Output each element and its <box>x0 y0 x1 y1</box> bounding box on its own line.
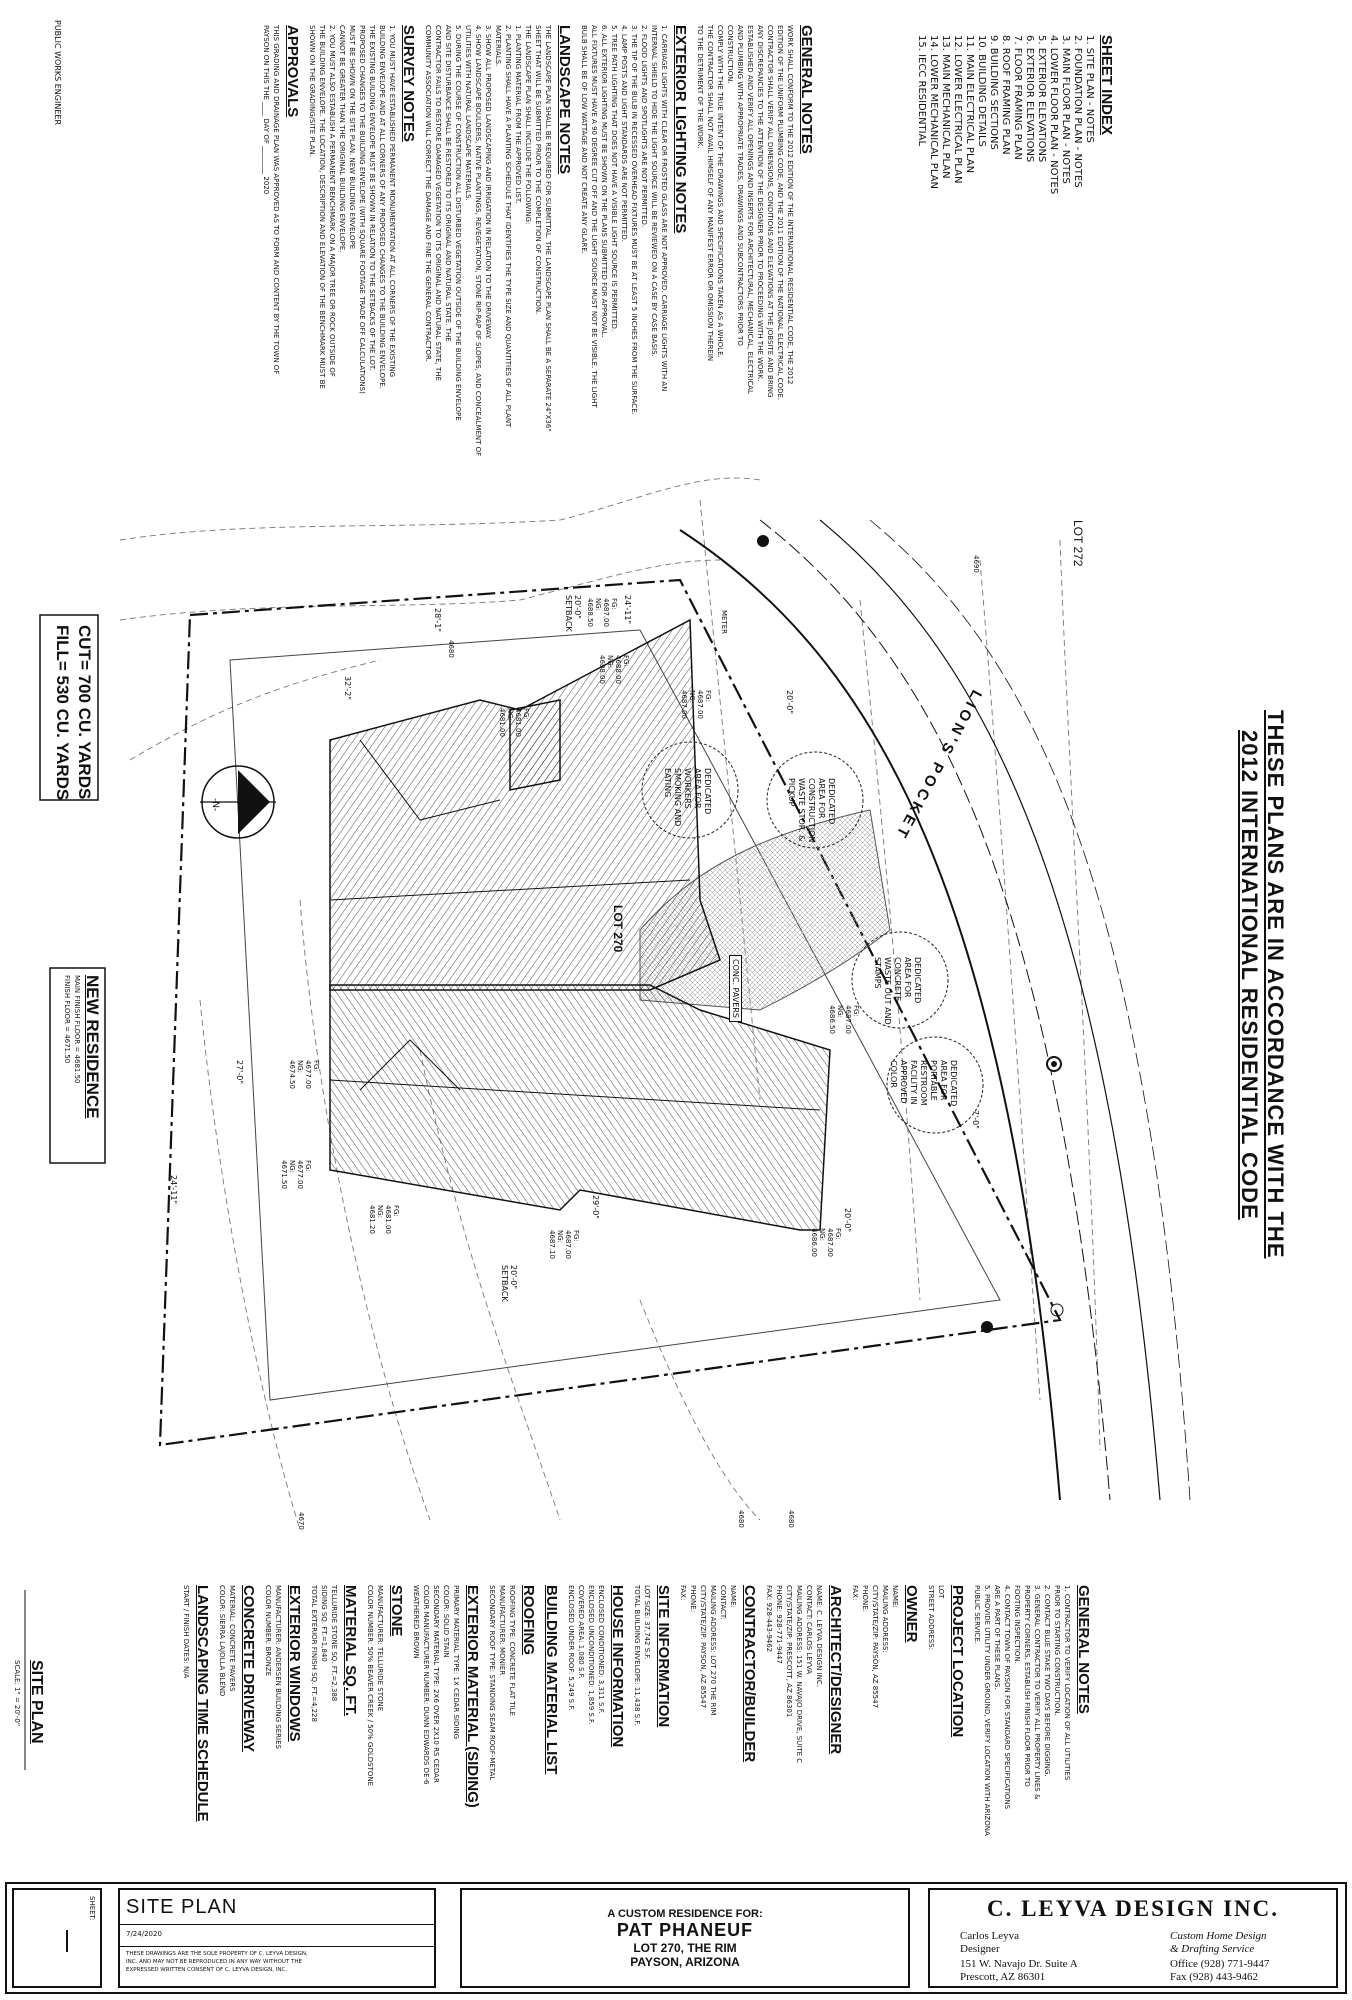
dim-5-text: 20'-0" <box>785 690 794 715</box>
note-line: NAME: <box>891 1585 899 1608</box>
sheet-index-item: 10. BUILDING DETAILS <box>976 35 987 147</box>
sheet-title-block <box>118 1888 436 1988</box>
note-line: ENCLOSED UNCONDITIONED: 1,859 S.F. <box>587 1585 595 1725</box>
general-notes-right-title: GENERAL NOTES <box>1075 1585 1092 1714</box>
note-line: BULB SHALL BE OF LOW WATTAGE AND NOT CREATE ANY GLARE. <box>580 25 588 254</box>
note-line: 4. LAMP POSTS AND LIGHT STANDARDS ARE NOT PERMITTED. <box>620 25 628 242</box>
owner-title: OWNER <box>903 1585 920 1643</box>
note-line: BUILDING ENVELOPE AND AT ALL CORNERS OF ANY PROPOSED CHANGES TO THE BUILDING ENVELOPE. <box>378 25 386 389</box>
note-line: ARE A PART OF THESE PLANS. <box>993 1585 1001 1690</box>
callout-workers <box>662 768 712 838</box>
dim-11 <box>971 1110 980 1129</box>
note-line: MANUFACTURER: ANDERSEN BUILDING SERIES <box>274 1585 282 1749</box>
firm-address-2: Prescott, AZ 86301 <box>960 1971 1046 1983</box>
grade-7-text: FG: 4681.00 NG: 4681.20 <box>368 1205 400 1234</box>
house-information-title: HOUSE INFORMATION <box>609 1585 626 1748</box>
note-line: THE BUILDING ENVELOPE. THE LOCATION, DESCRIPTION AND ELEVATION OF THE BENCHMARK MUST BE <box>318 25 326 389</box>
contour-label-3 <box>297 1512 305 1530</box>
landscaping-schedule-title: LANDSCAPING TIME SCHEDULE <box>194 1585 211 1822</box>
note-line: THE LANDSCAPE PLAN SHALL BE REQUIRED FOR SUBMITTAL. THE LANDSCAPE PLAN SHALL BE A SEPARATE 24"X36" <box>544 25 552 432</box>
sheet-index-item: 1. SITE PLAN - NOTES <box>1084 35 1095 143</box>
note-line: COVERED AREA: 1,080 S.F. <box>577 1585 585 1679</box>
note-line: CITY/STATE/ZIP: PRESCOTT, AZ 86301 <box>785 1585 793 1718</box>
dim-2 <box>623 595 632 624</box>
note-line: 5. PROVIDE UTILITY UNDER GROUND, VERIFY LOCATION WITH ARIZONA <box>983 1585 991 1836</box>
pavers-text: CONC. PAVERS <box>731 959 740 1018</box>
note-line: MATERIAL: CONCRETE PAVERS <box>228 1585 236 1692</box>
note-line: LOT <box>937 1585 945 1599</box>
note-line: CITY/STATE/ZIP: PAYSON, AZ 85547 <box>699 1585 707 1709</box>
note-line: SECONDARY ROOF TYPE: STANDING SEAM ROOF-METAL <box>488 1585 496 1781</box>
note-line: TELLURIDE STONE SQ. FT.=2,388 <box>330 1585 338 1702</box>
sheet-index-item: 4. LOWER FLOOR PLAN - NOTES <box>1048 35 1059 195</box>
note-line: PAYSON ON THIS THE ____ DAY OF ________ 2020 <box>262 25 270 195</box>
note-line: 5. TREE PATH LIGHTING THAT DOES NOT HAVE A VISIBLE LIGHT SOURCE IS PERMITTED. <box>610 25 618 332</box>
grade-3 <box>828 1005 860 1045</box>
dim-6-text: 27'-0" <box>235 1060 244 1085</box>
note-line: NAME: <box>729 1585 737 1608</box>
note-line: MAILING ADDRESS: <box>881 1585 889 1653</box>
adjacent-lot-label <box>1071 520 1085 566</box>
note-line: 2. FLOOD LIGHTS AND SPOTLIGHTS ARE NOT PERMITTED. <box>640 25 648 228</box>
north-label <box>210 798 220 811</box>
note-line: PRIOR TO STARTING CONSTRUCTION. <box>1053 1585 1061 1716</box>
note-line: 2. YOU MUST ALSO ESTABLISH A PERMANENT BENCHMARK ON A MAJOR TREE OR ROCK OUTSIDE OF <box>328 25 336 377</box>
note-line: 5. DURING THE COURSE OF CONSTRUCTION ALL DISTURBED VEGETATION OUTSIDE OF THE BUILDING ENVELOPE <box>454 25 462 421</box>
note-line: CANNOT BE GREATER THAN THE ORIGINAL BUILDING ENVELOPE. <box>338 25 346 253</box>
note-line: 1. CONTRACTOR TO VERIFY LOCATION OF ALL UTILITIES <box>1063 1585 1071 1781</box>
note-line: THIS GRADING AND DRAINAGE PLAN WAS APPROVED AS TO FORM AND CONTENT BY THE TOWN OF <box>272 25 280 375</box>
grade-10-text: FG: 4687.00 NG: 4688.50 <box>586 598 618 627</box>
note-line: TO THE DETRIMENT OF THE WORK. <box>696 25 704 149</box>
meter-label <box>720 610 728 634</box>
grade-3-text: FG: 4687.00 NG: 4686.50 <box>828 1005 860 1034</box>
note-line: PHONE: <box>861 1585 869 1613</box>
disclaimer-line-2: INC. AND MAY NOT BE REPRODUCED IN ANY WAY WITHOUT THE <box>126 1959 303 1965</box>
note-line: AND SITE DISTURBANCE SHALL BE RESTORED TO ITS ORIGINAL AND NATURAL STATE. THE <box>444 25 452 342</box>
note-line: LOT SIZE: 37,742 S.F. <box>643 1585 651 1660</box>
grade-2-text: FG: 4687.00 NG: 4687.00 <box>680 690 712 719</box>
note-line: ROOFING TYPE: CONCRETE FLAT TILE <box>508 1585 516 1716</box>
grade-2 <box>680 690 712 730</box>
note-line: SHOWN ON THE GRADING/SITE PLAN. <box>308 25 316 157</box>
note-line: COLOR: SOLID STAIN <box>442 1585 450 1658</box>
note-line: FAX: 928-443-9462 <box>765 1585 773 1653</box>
sheet-label: SHEET: <box>88 1896 96 1921</box>
sheet-number: 1 <box>69 1930 70 1931</box>
site-plan-title: SITE PLAN <box>28 1660 45 1744</box>
grade-4-text: FG: 4681.00 NG: 4681.00 <box>498 708 530 737</box>
note-line: THE LANDSCAPE PLAN SHALL INCLUDE THE FOLLOWING: <box>524 25 532 225</box>
sheet-index-item: 8. ROOF FRAMING PLAN <box>1000 35 1011 155</box>
new-residence-title: NEW RESIDENCE <box>83 975 102 1119</box>
grade-7 <box>368 1205 400 1245</box>
grade-9 <box>810 1228 842 1268</box>
sheet-index-item: 2. FOUNDATION PLAN - NOTES <box>1072 35 1083 188</box>
exterior-lighting-title: EXTERIOR LIGHTING NOTES <box>672 25 689 234</box>
sheet-index-title: SHEET INDEX <box>1098 35 1115 136</box>
note-line: INTERNAL SHIELD TO HIDE THE LIGHT SOURCE WILL BE REVIEWED ON A CASE BY CASE BASIS. <box>650 25 658 357</box>
sheet-index-item: 13. MAIN MECHANICAL PLAN <box>940 35 951 179</box>
dim-3 <box>433 608 442 632</box>
note-line: CONTRACTOR FAILS TO RESTORE DAMAGED VEGETATION TO ITS ORIGINAL AND NATURAL STATE, THE <box>434 25 442 381</box>
project-location-title: PROJECT LOCATION <box>949 1585 966 1738</box>
dim-1 <box>343 676 352 700</box>
contour-label-1 <box>972 555 980 573</box>
note-line: 6. ALL EXTERIOR LIGHTING MUST BE SHOWN ON THE PLANS SUBMITTED FOR APPROVAL. <box>600 25 608 338</box>
client-name: PAT PHANEUF <box>616 1920 754 1940</box>
firm-address-1: 151 W. Navajo Dr. Suite A <box>960 1958 1078 1970</box>
cut-text: CUT= 700 CU. YARDS <box>75 625 94 800</box>
note-line: WORK SHALL CONFORM TO THE 2012 EDITION OF THE INTERNATIONAL RESIDENTIAL CODE, THE 2012 <box>786 25 794 385</box>
general-notes-left-title: GENERAL NOTES <box>798 25 815 154</box>
north-text: -N- <box>210 798 220 812</box>
sheet-index-item: 12. LOWER ELECTRICAL PLAN <box>952 35 963 184</box>
note-line: MANUFACTURER: TELLURIDE STONE <box>376 1585 384 1712</box>
note-line: COMPLY WITH THE TRUE INTENT OF THE DRAWINGS AND SPECIFICATIONS TAKEN AS A WHOLE. <box>716 25 724 358</box>
note-line: FAX: <box>679 1585 687 1601</box>
firm-office: Office (928) 771-9447 <box>1170 1958 1270 1970</box>
sheet-index-item: 6. EXTERIOR ELEVATIONS <box>1024 35 1035 163</box>
note-line: START / FINISH DATES: N/A <box>182 1585 190 1679</box>
callout-concrete-waste-text: DEDICATED AREA FOR CONCRETE WASTE OUT AND STAMPS <box>873 957 922 1025</box>
note-line: ESTABLISHED AND VERIFY ALL OPENINGS AND INSERTS FOR ARCHITECTURAL, MECHANICAL, ELECTRICAL <box>746 25 754 394</box>
grade-8-text: FG: 4687.00 NG: 4687.10 <box>548 1230 580 1259</box>
note-line: PROPOSED CHANGES TO THE BUILDING ENVELOPE (WITH SQUARE FOOTAGE TRADE OFF CALCULATIONS) <box>358 25 366 394</box>
note-line: NAME: C. LEYVA DESIGN INC. <box>815 1585 823 1687</box>
scale-label <box>12 1660 22 1726</box>
grade-6 <box>280 1160 312 1200</box>
landscape-notes-title: LANDSCAPE NOTES <box>556 25 573 175</box>
note-line: SHEET THAT WILL BE SUBMITTED PRIOR TO THE COMPLETION OF CONSTRUCTION. <box>534 25 542 315</box>
client-for: A CUSTOM RESIDENCE FOR: <box>607 1908 763 1920</box>
dim-4 <box>564 595 582 635</box>
dim-8 <box>591 1195 600 1219</box>
contractor-title: CONTRACTOR/BUILDER <box>741 1585 758 1763</box>
contour-label-4 <box>737 1510 745 1528</box>
firm-fax: Fax (928) 443-9462 <box>1170 1971 1258 1983</box>
dim-9-text: 20'-0" SETBACK <box>500 1265 518 1302</box>
callout-waste-storage-text: DEDICATED AREA FOR CONSTRUCTION WASTE STOR. & PICKUP <box>787 778 836 843</box>
note-line: MUST BE SHOWN ON THE SITE PLAN. NEW BUILDING ENVELOPE <box>348 25 356 250</box>
note-line: AND PLUMBING WITH APPROPRIATE TRADES, DRAWINGS AND SUBCONTRACTORS PRIOR TO <box>736 25 744 346</box>
client-block <box>460 1888 910 1988</box>
grade-10 <box>586 598 618 638</box>
note-line: FOOTING INSPECTION. <box>1013 1585 1021 1664</box>
code-banner-line-1: THESE PLANS ARE IN ACCORDANCE WITH THE <box>1263 710 1288 1259</box>
client-lot: LOT 270, THE RIM <box>633 1941 737 1955</box>
firm-block <box>928 1888 1338 1988</box>
note-line: COLOR: SIERRA LAJOLLA BLEND <box>218 1585 226 1697</box>
callout-workers-text: DEDICATED AREA FOR WORKERS SMOKING AND EATING <box>663 768 712 827</box>
dim-8-text: 29'-0" <box>591 1195 600 1220</box>
note-line: FAX: <box>851 1585 859 1601</box>
note-line: CITY/STATE/ZIP: PAYSON, AZ 85547 <box>871 1585 879 1709</box>
note-line: STREET ADDRESS: <box>927 1585 935 1651</box>
lot-number: LOT 270 <box>611 905 625 953</box>
note-line: ENCLOSED UNDER ROOF: 5,249 S.F. <box>567 1585 575 1711</box>
note-line: PHONE: 928-771-9447 <box>775 1585 783 1664</box>
dim-3-text: 28'-1" <box>433 608 442 633</box>
callout-restroom-text: DEDICATED AREA FOR PORTABLE RESTROOM FACILITY IN APPROVED COLOR <box>889 1060 958 1107</box>
note-line: THE EXISTING BUILDING ENVELOPE MUST BE SHOWN IN RELATION TO THE SETBACKS OF THE LOT. <box>368 25 376 371</box>
dim-10 <box>843 1208 852 1232</box>
note-line: ALL FIXTURES MUST HAVE A 90 DEGREE CUT OFF AND THE LIGHT SOURCE MUST NOT BE VISIBLE. THE LIGHT <box>590 25 598 408</box>
firm-service-2: & Drafting Service <box>1170 1943 1255 1955</box>
stone-title: STONE <box>388 1585 405 1637</box>
note-line: THE CONTRACTOR SHALL NOT AVAIL HIMSELF OF ANY MANIFEST ERROR OR OMISSION THEREIN <box>706 25 714 362</box>
sheet-index-item: 15. IECC RESIDENTIAL <box>916 35 927 147</box>
note-line: 2. CONTACT BLUE STAKE TWO DAYS BEFORE DIGGING. <box>1043 1585 1051 1777</box>
note-line: CONTRACTOR SHALL VERIFY ALL DIMENSIONS, CONDITIONS AND ELEVATIONS AT THE JOBSITE AND BRING <box>766 25 774 398</box>
main-finish-floor: MAIN FINISH FLOOR = 4681.50 <box>73 975 81 1084</box>
cut-fill <box>51 625 95 800</box>
pavers-label <box>729 955 742 1022</box>
note-line: 2. PLANTING SHALL HAVE A PLANTING SCHEDULE THAT IDENTIFIES THE TYPE SIZE AND QUANTITIES OF ALL PLANT <box>504 25 512 428</box>
note-line: 4. CONTACT TOWN OF PAYSON FOR STANDARD SPECIFICATIONS <box>1003 1585 1011 1810</box>
grade-9-text: FG: 4687.00 NG: 4686.00 <box>810 1228 842 1257</box>
concrete-driveway-title: CONCRETE DRIVEWAY <box>240 1585 257 1752</box>
code-banner-line-2: 2012 INTERNATIONAL RESIDENTIAL CODE <box>1237 730 1262 1220</box>
note-line: CONTACT: <box>719 1585 727 1620</box>
note-line: WEATHERED BROWN <box>412 1585 420 1659</box>
firm-name: C. LEYVA DESIGN INC. <box>986 1896 1279 1921</box>
note-line: MAILING ADDRESS: 151 W. NAVAJO DRIVE, SUITE C <box>795 1585 803 1764</box>
client-city: PAYSON, ARIZONA <box>630 1955 740 1969</box>
sheet-index-item: 11. MAIN ELECTRICAL PLAN <box>964 35 975 174</box>
dim-4-text: 20'-0" SETBACK <box>564 595 582 632</box>
note-line: MATERIALS. <box>494 25 502 67</box>
firm-role: Designer <box>960 1943 1000 1955</box>
note-line: PUBLIC SERVICE. <box>973 1585 981 1644</box>
callout-concrete-waste <box>872 957 922 1027</box>
callout-waste-storage <box>786 778 836 848</box>
exterior-windows-title: EXTERIOR WINDOWS <box>286 1585 303 1742</box>
note-line: PROPERTY CORNERS. ESTABLISH FINISH FLOOR PRIOR TO <box>1023 1585 1031 1787</box>
note-line: MANUFACTURER: MONIER <box>498 1585 506 1676</box>
sheet-number-mark <box>66 1930 68 1952</box>
grade-1 <box>598 655 630 695</box>
dim-1-text: 32'-2" <box>343 676 352 701</box>
sheet-index-item: 5. EXTERIOR ELEVATIONS <box>1036 35 1047 163</box>
lot-label <box>611 905 625 952</box>
note-line: ANY DISCREPANCIES TO THE ATTENTION OF THE DESIGNER PRIOR TO PROCEEDING WITH THE WORK. <box>756 25 764 382</box>
note-line: TOTAL BUILDING ENVELOPE: 11,438 S.F. <box>633 1585 641 1726</box>
note-line: EDITION OF THE UNIFORM PLUMBING CODE, AND THE 2011 EDITION OF THE NATIONAL ELECTRICAL CODE. <box>776 25 784 401</box>
survey-notes-title: SURVEY NOTES <box>400 25 417 142</box>
sheet-index-item: 3. MAIN FLOOR PLAN - NOTES <box>1060 35 1071 184</box>
grade-8 <box>548 1230 580 1270</box>
disclaimer-line-3: EXPRESSED WRITTEN CONSENT OF C. LEYVA DESIGN, INC. <box>126 1967 288 1973</box>
dim-11-text: 7'-0" <box>971 1110 980 1129</box>
dim-10-text: 20'-0" <box>843 1208 852 1233</box>
sheet-title: SITE PLAN <box>126 1896 238 1918</box>
street-label <box>891 687 985 863</box>
grade-5-text: FG: 4677.00 NG: 4674.50 <box>288 1060 320 1089</box>
contour-label-5 <box>787 1510 795 1528</box>
adjacent-lot: LOT 272 <box>1071 520 1085 567</box>
grade-6-text: FG: 4677.00 NG: 4671.50 <box>280 1160 312 1189</box>
note-line: SIDING SQ. FT.=1,840 <box>320 1585 328 1662</box>
contour-label-2-text: 4680 <box>447 640 455 658</box>
contour-label-2 <box>447 640 455 658</box>
dim-2-text: 24'-11" <box>623 595 632 625</box>
sheet-date: 7/24/2020 <box>126 1930 162 1938</box>
note-line: COMMUNITY ASSOCIATION WILL CORRECT THE DAMAGE AND FINE THE GENERAL CONTRACTOR. <box>424 25 432 362</box>
note-line: UTILITIES WITH NATURAL LANDSCAPE MATERIALS. <box>464 25 472 201</box>
material-sq-ft-title: MATERIAL SQ. FT. <box>342 1585 359 1717</box>
fill-text: FILL= 530 CU. YARDS <box>53 625 72 801</box>
grade-1-text: FG: 4688.00 NG: 4688.00 <box>598 655 630 684</box>
callout-restroom <box>888 1060 958 1130</box>
street-name: LION'S POCKET <box>891 687 985 844</box>
grade-5 <box>288 1060 320 1100</box>
note-line: PRIMARY MATERIAL TYPE: 1X CEDAR SIDING <box>452 1585 460 1740</box>
dim-9 <box>500 1265 518 1305</box>
dim-7 <box>169 1175 178 1204</box>
sheet-index-item: 14. LOWER MECHANICAL PLAN <box>928 35 939 189</box>
building-material-title: BUILDING MATERIAL LIST <box>543 1585 560 1775</box>
note-line: COLOR NUMBER: BRONZE <box>264 1585 272 1677</box>
sheet-number-block <box>12 1888 102 1988</box>
note-line: 4. SHOW LANDSCAPE BOULDERS, NATIVE PLANTINGS, REVEGETATION, STONE RIP-RAP OF SLOPES, AND CONCEALMENT OF <box>474 25 482 457</box>
roofing-title: ROOFING <box>520 1585 537 1655</box>
sheet-index-item: 9. BUILDING SECTIONS <box>988 35 999 150</box>
note-line: 1. PLANTING MATERIAL FROM THE APPROVED LIST. <box>514 25 522 204</box>
note-line: CONTACT: CARLOS LEYVA <box>805 1585 813 1675</box>
note-line: 3. THE TIP OF THE BULB IN RECESSED OVERHEAD FIXTURES MUST BE AT LEAST 5 INCHES FROM THE SURFACE. <box>630 25 638 415</box>
note-line: MAILING ADDRESS: LOT 270 THE RIM <box>709 1585 717 1716</box>
contour-label-5-text: 4680 <box>787 1510 795 1528</box>
dim-6 <box>235 1060 244 1084</box>
contour-label-3-text: 4670 <box>297 1512 305 1530</box>
disclaimer-line-1: THESE DRAWINGS ARE THE SOLE PROPERTY OF C. LEYVA DESIGN, <box>126 1951 308 1957</box>
site-information-title: SITE INFORMATION <box>655 1585 672 1728</box>
finish-floor: FINISH FLOOR = 4671.50 <box>63 975 71 1064</box>
site-plan-label <box>27 1660 45 1744</box>
note-line: COLOR NUMBER: 50% BEAVER CREEK / 50% GOLDSTONE <box>366 1585 374 1787</box>
sheet-index-item: 7. FLOOR FRAMING PLAN <box>1012 35 1023 160</box>
note-line: PHONE: <box>689 1585 697 1613</box>
note-line: COLOR MANUFACTURER NUMBER: DUNN EDWARDS DE-6 <box>422 1585 430 1785</box>
dim-7-text: 24'-11" <box>169 1175 178 1205</box>
note-line: TOTAL EXTERIOR FINISH SQ. FT.=4,228 <box>310 1585 318 1722</box>
note-line: SECONDARY MATERIAL TYPE: 2X6 OVER 2X10 RS CEDAR <box>432 1585 440 1783</box>
exterior-material-title: EXTERIOR MATERIAL (SIDING) <box>464 1585 481 1808</box>
note-line: CONSTRUCTION. <box>726 25 734 84</box>
meter-text: METER <box>720 610 728 635</box>
approvals-title: APPROVALS <box>284 25 301 118</box>
firm-service-1: Custom Home Design <box>1170 1930 1267 1942</box>
firm-person: Carlos Leyva <box>960 1930 1019 1942</box>
note-line: 3. GENERAL CONTRACTOR TO VERIFY ALL PROPERTY LINES & <box>1033 1585 1041 1800</box>
note-line: 3. SHOW ALL PROPOSED LANDSCAPING AND IRRIGATION IN RELATION TO THE DRIVEWAY. <box>484 25 492 340</box>
note-line: 1. YOU MUST HAVE ESTABLISHED PERMANENT MONUMENTATION AT ALL CORNERS OF THE EXISTING <box>388 25 396 378</box>
new-residence <box>62 975 102 1119</box>
note-line: ENCLOSED CONDITIONED: 3,311 S.F. <box>597 1585 605 1714</box>
dim-5 <box>785 690 794 714</box>
contour-label-4-text: 4680 <box>737 1510 745 1528</box>
note-line: 1. CARRIAGE LIGHTS WITH CLEAR OR FROSTED GLASS ARE NOT APPROVED. CARRIAGE LIGHTS WITH AN <box>660 25 668 392</box>
architect-title: ARCHITECT/DESIGNER <box>827 1585 844 1755</box>
scale-text: SCALE: 1" = 20'-0" <box>13 1660 21 1727</box>
signature-label: PUBLIC WORKS ENGINEER <box>53 20 62 125</box>
contour-label-1-text: 4690 <box>972 555 980 573</box>
grade-4 <box>498 708 530 748</box>
